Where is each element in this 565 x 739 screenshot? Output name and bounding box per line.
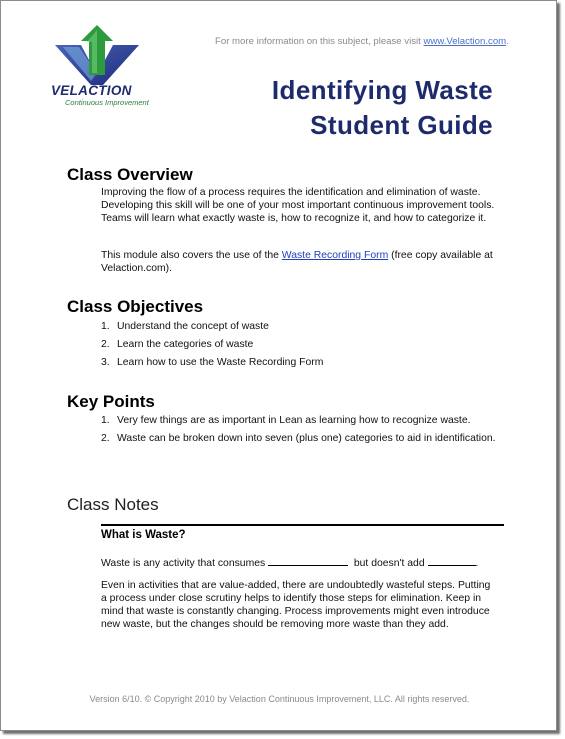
blank-line-middle: but doesn't add bbox=[353, 558, 425, 569]
class-overview-form-paragraph bbox=[101, 249, 501, 275]
brand-name: VELACTION bbox=[51, 83, 132, 98]
title-line-1: Identifying Waste bbox=[271, 75, 493, 105]
class-overview-paragraph: Improving the flow of a process requires the identification and elimination of waste. Developing this skill will be one of your most important continuous improvement tools. Teams will learn what exactly waste is, how to recognize it, and how to categorize it. bbox=[101, 187, 495, 224]
notes-divider bbox=[101, 524, 504, 526]
blank-line-prefix: Waste is any activity that consumes bbox=[101, 558, 266, 569]
what-is-waste-heading: What is Waste? bbox=[101, 529, 186, 541]
form-paragraph-suffix: (free copy available at Velaction.com). bbox=[101, 250, 493, 274]
list-item-number: 2. bbox=[101, 433, 110, 444]
list-item-text: Very few things are as important in Lean as learning how to recognize waste. bbox=[117, 415, 471, 426]
key-points-heading: Key Points bbox=[67, 392, 155, 411]
title-line-2: Student Guide bbox=[310, 110, 493, 140]
copyright-footer: Version 6/10. © Copyright 2010 by Velaction Continuous Improvement, LLC. All rights reserved. bbox=[89, 694, 470, 704]
brand-tagline: Continuous Improvement bbox=[65, 98, 149, 107]
list-item bbox=[101, 356, 511, 369]
blank-line-suffix: . bbox=[475, 558, 479, 569]
waste-recording-form-link[interactable]: Waste Recording Form bbox=[281, 250, 389, 261]
list-item-number: 1. bbox=[101, 321, 110, 332]
list-item bbox=[101, 414, 511, 427]
list-item bbox=[101, 432, 511, 445]
list-item bbox=[101, 320, 511, 333]
class-notes-heading: Class Notes bbox=[67, 495, 159, 514]
brand-block bbox=[51, 83, 161, 107]
list-item-text: Understand the concept of waste bbox=[117, 321, 269, 332]
list-item bbox=[101, 338, 511, 351]
waste-explanation-paragraph: Even in activities that are value-added, there are undoubtedly wasteful steps. Putting a process under close scrutiny helps to identify those steps for elimination. Keep in mind that waste is constantly changing. Process improvements might even introduce new waste, but the changes should be removing more waste than they add. bbox=[101, 580, 491, 630]
header-info-prefix: For more information on this subject, please visit bbox=[215, 36, 421, 47]
objectives-list bbox=[101, 320, 511, 374]
answer-blank-1[interactable] bbox=[268, 555, 348, 566]
list-item-number: 2. bbox=[101, 339, 110, 350]
class-objectives-heading: Class Objectives bbox=[67, 297, 204, 316]
waste-definition-blank-line bbox=[101, 555, 511, 570]
header-info-suffix: . bbox=[506, 36, 509, 47]
document-title bbox=[272, 73, 493, 143]
list-item-number: 3. bbox=[101, 357, 110, 368]
class-overview-heading: Class Overview bbox=[67, 165, 193, 184]
key-points-list bbox=[101, 414, 511, 450]
answer-blank-2[interactable] bbox=[428, 555, 476, 566]
header-info bbox=[215, 36, 509, 47]
list-item-number: 1. bbox=[101, 415, 110, 426]
list-item-text: Learn the categories of waste bbox=[117, 339, 254, 350]
list-item-text: Waste can be broken down into seven (plus one) categories to aid in identification. bbox=[117, 433, 496, 444]
velaction-website-link[interactable]: www.Velaction.com bbox=[423, 36, 507, 47]
list-item-text: Learn how to use the Waste Recording Form bbox=[117, 357, 324, 368]
form-paragraph-prefix: This module also covers the use of the bbox=[101, 250, 282, 261]
